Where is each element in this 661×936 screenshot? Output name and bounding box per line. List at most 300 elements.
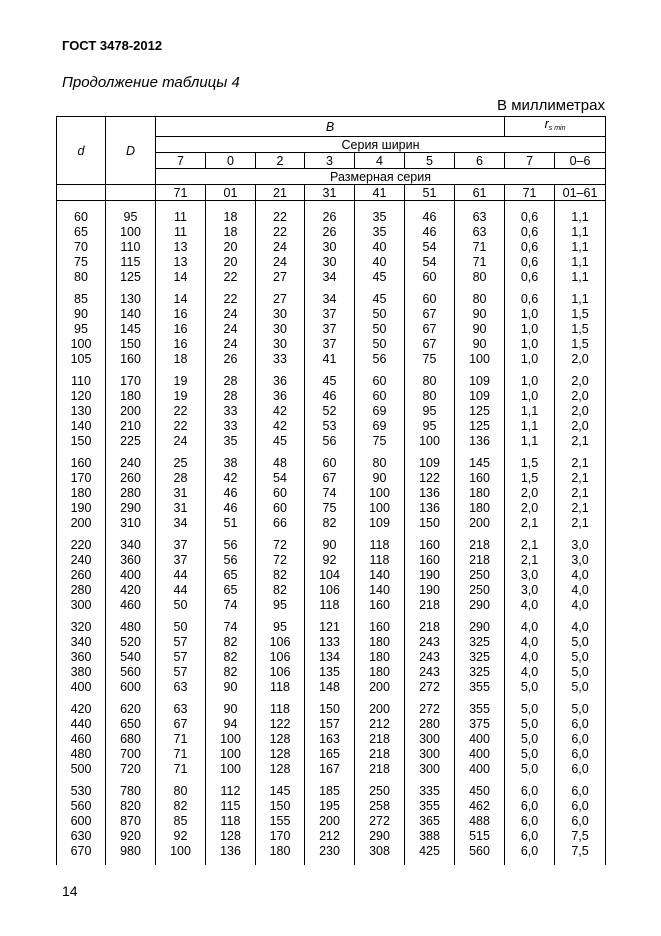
cell-r-7: 4,0 xyxy=(505,635,555,650)
cell-B-4: 212 xyxy=(355,717,405,732)
cell-d: 65 xyxy=(57,225,106,240)
cell-B-3: 106 xyxy=(305,583,355,598)
cell-B-5: 280 xyxy=(405,717,455,732)
cell-r-7: 5,0 xyxy=(505,680,555,695)
cell-r-7: 0,6 xyxy=(505,270,555,285)
cell-B-3: 148 xyxy=(305,680,355,695)
cell-r-7: 4,0 xyxy=(505,650,555,665)
cell-B-3: 34 xyxy=(305,270,355,285)
cell-B-6: 109 xyxy=(455,367,505,389)
cell-B-2: 22 xyxy=(256,201,305,226)
cell-B-6: 375 xyxy=(455,717,505,732)
cell-r-0-6: 2,1 xyxy=(555,516,606,531)
table-row xyxy=(57,695,606,717)
cell-B-7: 14 xyxy=(156,285,206,307)
cell-B-4: 140 xyxy=(355,568,405,583)
cell-B-4: 109 xyxy=(355,516,405,531)
cell-B-3: 53 xyxy=(305,419,355,434)
cell-B-5: 425 xyxy=(405,844,455,865)
cell-B-4: 69 xyxy=(355,419,405,434)
cell-d: 360 xyxy=(57,650,106,665)
cell-B-7: 22 xyxy=(156,404,206,419)
cell-r-0-6: 4,0 xyxy=(555,583,606,598)
cell-d: 220 xyxy=(57,531,106,553)
cell-B-2: 180 xyxy=(256,844,305,865)
cell-B-0: 82 xyxy=(206,665,256,680)
cell-d: 440 xyxy=(57,717,106,732)
cell-B-6: 63 xyxy=(455,201,505,226)
cell-D: 225 xyxy=(106,434,156,449)
cell-B-4: 118 xyxy=(355,553,405,568)
dimension-series-value: 71 xyxy=(505,185,555,201)
cell-B-0: 33 xyxy=(206,419,256,434)
cell-B-0: 115 xyxy=(206,799,256,814)
cell-B-3: 52 xyxy=(305,404,355,419)
cell-r-7: 5,0 xyxy=(505,747,555,762)
cell-D: 460 xyxy=(106,598,156,613)
cell-B-7: 92 xyxy=(156,829,206,844)
cell-B-7: 31 xyxy=(156,501,206,516)
cell-B-2: 27 xyxy=(256,285,305,307)
cell-B-0: 100 xyxy=(206,762,256,777)
cell-B-7: 34 xyxy=(156,516,206,531)
cell-r-0-6: 7,5 xyxy=(555,829,606,844)
cell-d: 190 xyxy=(57,501,106,516)
cell-B-3: 30 xyxy=(305,255,355,270)
header-D: D xyxy=(106,117,156,185)
cell-r-7: 5,0 xyxy=(505,762,555,777)
cell-B-7: 14 xyxy=(156,270,206,285)
cell-B-3: 230 xyxy=(305,844,355,865)
width-series-value: 6 xyxy=(455,153,505,169)
cell-B-5: 100 xyxy=(405,434,455,449)
cell-r-7: 1,1 xyxy=(505,434,555,449)
cell-B-7: 71 xyxy=(156,747,206,762)
cell-r-0-6: 4,0 xyxy=(555,568,606,583)
cell-d: 105 xyxy=(57,352,106,367)
cell-B-5: 300 xyxy=(405,732,455,747)
table-row xyxy=(57,404,606,419)
cell-d: 340 xyxy=(57,635,106,650)
table-row xyxy=(57,583,606,598)
cell-D: 130 xyxy=(106,285,156,307)
cell-B-5: 300 xyxy=(405,762,455,777)
cell-B-4: 35 xyxy=(355,225,405,240)
cell-D: 140 xyxy=(106,307,156,322)
cell-B-0: 51 xyxy=(206,516,256,531)
cell-B-4: 35 xyxy=(355,201,405,226)
cell-B-6: 462 xyxy=(455,799,505,814)
cell-B-3: 165 xyxy=(305,747,355,762)
cell-B-4: 218 xyxy=(355,732,405,747)
cell-B-2: 24 xyxy=(256,240,305,255)
cell-B-5: 60 xyxy=(405,285,455,307)
table-row xyxy=(57,844,606,865)
cell-B-0: 22 xyxy=(206,270,256,285)
cell-B-7: 19 xyxy=(156,367,206,389)
cell-B-4: 60 xyxy=(355,389,405,404)
cell-B-0: 24 xyxy=(206,307,256,322)
cell-d: 150 xyxy=(57,434,106,449)
cell-D: 560 xyxy=(106,665,156,680)
cell-B-5: 355 xyxy=(405,799,455,814)
table-row xyxy=(57,568,606,583)
width-series-value: 5 xyxy=(405,153,455,169)
table-row xyxy=(57,486,606,501)
table-row xyxy=(57,777,606,799)
cell-B-3: 60 xyxy=(305,449,355,471)
cell-r-7: 1,1 xyxy=(505,419,555,434)
cell-B-7: 16 xyxy=(156,322,206,337)
cell-B-4: 160 xyxy=(355,598,405,613)
table-row xyxy=(57,531,606,553)
cell-B-6: 63 xyxy=(455,225,505,240)
cell-B-5: 243 xyxy=(405,650,455,665)
cell-B-2: 106 xyxy=(256,665,305,680)
cell-d: 130 xyxy=(57,404,106,419)
cell-D: 145 xyxy=(106,322,156,337)
cell-B-5: 54 xyxy=(405,240,455,255)
cell-r-0-6: 1,1 xyxy=(555,225,606,240)
cell-B-3: 67 xyxy=(305,471,355,486)
cell-B-4: 218 xyxy=(355,747,405,762)
table-row xyxy=(57,352,606,367)
cell-D: 520 xyxy=(106,635,156,650)
cell-B-3: 118 xyxy=(305,598,355,613)
cell-D: 620 xyxy=(106,695,156,717)
cell-B-7: 11 xyxy=(156,225,206,240)
cell-D: 360 xyxy=(106,553,156,568)
cell-B-3: 90 xyxy=(305,531,355,553)
cell-r-0-6: 5,0 xyxy=(555,680,606,695)
cell-d: 170 xyxy=(57,471,106,486)
cell-D: 290 xyxy=(106,501,156,516)
table-row xyxy=(57,322,606,337)
cell-d: 85 xyxy=(57,285,106,307)
cell-r-0-6: 1,1 xyxy=(555,240,606,255)
cell-D: 420 xyxy=(106,583,156,598)
cell-B-7: 22 xyxy=(156,419,206,434)
cell-B-0: 56 xyxy=(206,531,256,553)
cell-B-6: 515 xyxy=(455,829,505,844)
cell-B-4: 140 xyxy=(355,583,405,598)
cell-B-7: 71 xyxy=(156,762,206,777)
cell-B-6: 109 xyxy=(455,389,505,404)
cell-r-0-6: 4,0 xyxy=(555,598,606,613)
cell-B-4: 218 xyxy=(355,762,405,777)
cell-B-6: 325 xyxy=(455,665,505,680)
cell-B-3: 46 xyxy=(305,389,355,404)
cell-B-6: 290 xyxy=(455,613,505,635)
cell-B-5: 160 xyxy=(405,531,455,553)
cell-B-5: 243 xyxy=(405,665,455,680)
cell-B-3: 195 xyxy=(305,799,355,814)
cell-B-0: 118 xyxy=(206,814,256,829)
cell-B-2: 22 xyxy=(256,225,305,240)
cell-r-7: 5,0 xyxy=(505,695,555,717)
cell-B-4: 308 xyxy=(355,844,405,865)
cell-r-7: 3,0 xyxy=(505,568,555,583)
cell-d: 560 xyxy=(57,799,106,814)
dimension-series-value: 21 xyxy=(256,185,305,201)
cell-r-0-6: 2,1 xyxy=(555,449,606,471)
cell-D: 95 xyxy=(106,201,156,226)
cell-B-5: 95 xyxy=(405,404,455,419)
cell-B-0: 128 xyxy=(206,829,256,844)
cell-B-2: 42 xyxy=(256,419,305,434)
cell-B-2: 60 xyxy=(256,486,305,501)
cell-B-7: 57 xyxy=(156,650,206,665)
cell-B-5: 122 xyxy=(405,471,455,486)
cell-r-7: 3,0 xyxy=(505,583,555,598)
cell-B-7: 57 xyxy=(156,665,206,680)
cell-r-0-6: 6,0 xyxy=(555,762,606,777)
cell-r-7: 0,6 xyxy=(505,225,555,240)
cell-B-4: 50 xyxy=(355,307,405,322)
cell-B-4: 200 xyxy=(355,680,405,695)
cell-B-7: 71 xyxy=(156,732,206,747)
cell-d: 460 xyxy=(57,732,106,747)
cell-B-3: 212 xyxy=(305,829,355,844)
cell-B-2: 54 xyxy=(256,471,305,486)
cell-B-4: 258 xyxy=(355,799,405,814)
cell-B-7: 85 xyxy=(156,814,206,829)
cell-D: 870 xyxy=(106,814,156,829)
table-row xyxy=(57,225,606,240)
cell-B-7: 57 xyxy=(156,635,206,650)
dimension-series-value: 71 xyxy=(156,185,206,201)
cell-B-5: 75 xyxy=(405,352,455,367)
cell-d: 80 xyxy=(57,270,106,285)
cell-r-7: 4,0 xyxy=(505,665,555,680)
cell-B-4: 100 xyxy=(355,486,405,501)
cell-B-6: 71 xyxy=(455,240,505,255)
cell-r-0-6: 1,5 xyxy=(555,337,606,352)
cell-d: 110 xyxy=(57,367,106,389)
table-row xyxy=(57,829,606,844)
cell-r-0-6: 2,0 xyxy=(555,367,606,389)
cell-d: 95 xyxy=(57,322,106,337)
cell-D: 160 xyxy=(106,352,156,367)
cell-B-4: 160 xyxy=(355,613,405,635)
table-row xyxy=(57,650,606,665)
cell-B-0: 33 xyxy=(206,404,256,419)
cell-B-3: 45 xyxy=(305,367,355,389)
cell-B-7: 19 xyxy=(156,389,206,404)
cell-B-4: 180 xyxy=(355,650,405,665)
bearing-dimensions-table xyxy=(56,116,606,865)
cell-D: 115 xyxy=(106,255,156,270)
cell-B-4: 45 xyxy=(355,270,405,285)
cell-B-0: 38 xyxy=(206,449,256,471)
cell-r-0-6: 2,1 xyxy=(555,501,606,516)
cell-B-7: 18 xyxy=(156,352,206,367)
cell-B-7: 25 xyxy=(156,449,206,471)
cell-B-2: 106 xyxy=(256,635,305,650)
cell-B-0: 28 xyxy=(206,389,256,404)
cell-d: 530 xyxy=(57,777,106,799)
table-row xyxy=(57,449,606,471)
cell-B-0: 112 xyxy=(206,777,256,799)
cell-r-0-6: 5,0 xyxy=(555,695,606,717)
dimension-series-value: 01–61 xyxy=(555,185,606,201)
cell-r-7: 6,0 xyxy=(505,844,555,865)
width-series-value: 7 xyxy=(156,153,206,169)
cell-B-4: 50 xyxy=(355,337,405,352)
cell-B-5: 80 xyxy=(405,389,455,404)
cell-B-2: 82 xyxy=(256,568,305,583)
cell-B-6: 400 xyxy=(455,762,505,777)
table-row xyxy=(57,201,606,226)
cell-B-3: 30 xyxy=(305,240,355,255)
width-series-value: 4 xyxy=(355,153,405,169)
cell-d: 75 xyxy=(57,255,106,270)
cell-B-7: 82 xyxy=(156,799,206,814)
cell-B-7: 67 xyxy=(156,717,206,732)
cell-B-4: 40 xyxy=(355,255,405,270)
cell-d: 240 xyxy=(57,553,106,568)
cell-B-0: 22 xyxy=(206,285,256,307)
cell-B-0: 90 xyxy=(206,695,256,717)
dimension-series-value: 31 xyxy=(305,185,355,201)
width-series-value: 2 xyxy=(256,153,305,169)
cell-B-4: 290 xyxy=(355,829,405,844)
cell-B-0: 82 xyxy=(206,635,256,650)
cell-B-5: 60 xyxy=(405,270,455,285)
cell-B-4: 90 xyxy=(355,471,405,486)
table-row xyxy=(57,732,606,747)
cell-B-2: 106 xyxy=(256,650,305,665)
cell-B-6: 180 xyxy=(455,501,505,516)
cell-B-0: 24 xyxy=(206,322,256,337)
cell-r-7: 2,1 xyxy=(505,553,555,568)
cell-B-7: 100 xyxy=(156,844,206,865)
cell-B-2: 155 xyxy=(256,814,305,829)
cell-D: 260 xyxy=(106,471,156,486)
cell-B-2: 36 xyxy=(256,367,305,389)
cell-r-7: 5,0 xyxy=(505,717,555,732)
cell-d: 500 xyxy=(57,762,106,777)
dimension-series-value: 41 xyxy=(355,185,405,201)
cell-d: 120 xyxy=(57,389,106,404)
table-row xyxy=(57,680,606,695)
cell-B-2: 82 xyxy=(256,583,305,598)
cell-r-7: 0,6 xyxy=(505,285,555,307)
page-number: 14 xyxy=(62,883,78,899)
cell-r-7: 6,0 xyxy=(505,814,555,829)
width-series-value: 7 xyxy=(505,153,555,169)
cell-D: 700 xyxy=(106,747,156,762)
cell-B-7: 31 xyxy=(156,486,206,501)
cell-B-3: 26 xyxy=(305,225,355,240)
cell-B-7: 44 xyxy=(156,568,206,583)
cell-B-3: 185 xyxy=(305,777,355,799)
cell-B-2: 95 xyxy=(256,598,305,613)
cell-B-7: 13 xyxy=(156,240,206,255)
cell-B-6: 325 xyxy=(455,650,505,665)
cell-B-3: 134 xyxy=(305,650,355,665)
cell-D: 920 xyxy=(106,829,156,844)
cell-B-2: 45 xyxy=(256,434,305,449)
cell-D: 400 xyxy=(106,568,156,583)
cell-B-6: 100 xyxy=(455,352,505,367)
width-series-value: 0 xyxy=(206,153,256,169)
cell-B-3: 56 xyxy=(305,434,355,449)
cell-r-0-6: 2,0 xyxy=(555,419,606,434)
cell-B-7: 63 xyxy=(156,695,206,717)
cell-D: 110 xyxy=(106,240,156,255)
table-row xyxy=(57,762,606,777)
cell-B-5: 150 xyxy=(405,516,455,531)
cell-B-4: 40 xyxy=(355,240,405,255)
cell-B-5: 95 xyxy=(405,419,455,434)
cell-B-2: 24 xyxy=(256,255,305,270)
cell-B-6: 400 xyxy=(455,732,505,747)
cell-B-7: 24 xyxy=(156,434,206,449)
cell-B-5: 365 xyxy=(405,814,455,829)
cell-B-2: 118 xyxy=(256,680,305,695)
cell-B-6: 250 xyxy=(455,568,505,583)
cell-r-7: 2,0 xyxy=(505,501,555,516)
cell-D: 680 xyxy=(106,732,156,747)
table-row xyxy=(57,501,606,516)
cell-B-0: 42 xyxy=(206,471,256,486)
table-row xyxy=(57,434,606,449)
cell-B-5: 46 xyxy=(405,201,455,226)
cell-B-0: 136 xyxy=(206,844,256,865)
cell-B-0: 90 xyxy=(206,680,256,695)
cell-r-0-6: 2,0 xyxy=(555,352,606,367)
cell-D: 200 xyxy=(106,404,156,419)
table-row xyxy=(57,471,606,486)
cell-D: 310 xyxy=(106,516,156,531)
cell-r-7: 1,0 xyxy=(505,337,555,352)
cell-B-6: 290 xyxy=(455,598,505,613)
cell-B-5: 218 xyxy=(405,613,455,635)
cell-d: 280 xyxy=(57,583,106,598)
cell-B-3: 82 xyxy=(305,516,355,531)
cell-D: 170 xyxy=(106,367,156,389)
table-row xyxy=(57,553,606,568)
cell-r-0-6: 6,0 xyxy=(555,814,606,829)
cell-B-3: 37 xyxy=(305,337,355,352)
cell-B-6: 200 xyxy=(455,516,505,531)
cell-B-3: 74 xyxy=(305,486,355,501)
cell-B-2: 150 xyxy=(256,799,305,814)
cell-r-7: 1,0 xyxy=(505,307,555,322)
cell-r-0-6: 4,0 xyxy=(555,613,606,635)
cell-B-6: 355 xyxy=(455,695,505,717)
cell-B-2: 128 xyxy=(256,747,305,762)
cell-B-5: 136 xyxy=(405,501,455,516)
table-row xyxy=(57,419,606,434)
cell-B-6: 560 xyxy=(455,844,505,865)
table-row xyxy=(57,367,606,389)
cell-B-4: 118 xyxy=(355,531,405,553)
cell-d: 260 xyxy=(57,568,106,583)
cell-r-7: 6,0 xyxy=(505,799,555,814)
cell-B-6: 90 xyxy=(455,322,505,337)
cell-r-0-6: 3,0 xyxy=(555,553,606,568)
cell-B-2: 122 xyxy=(256,717,305,732)
cell-B-4: 69 xyxy=(355,404,405,419)
cell-r-0-6: 5,0 xyxy=(555,635,606,650)
cell-B-0: 56 xyxy=(206,553,256,568)
cell-B-3: 41 xyxy=(305,352,355,367)
cell-B-3: 26 xyxy=(305,201,355,226)
cell-r-0-6: 5,0 xyxy=(555,650,606,665)
cell-d: 140 xyxy=(57,419,106,434)
